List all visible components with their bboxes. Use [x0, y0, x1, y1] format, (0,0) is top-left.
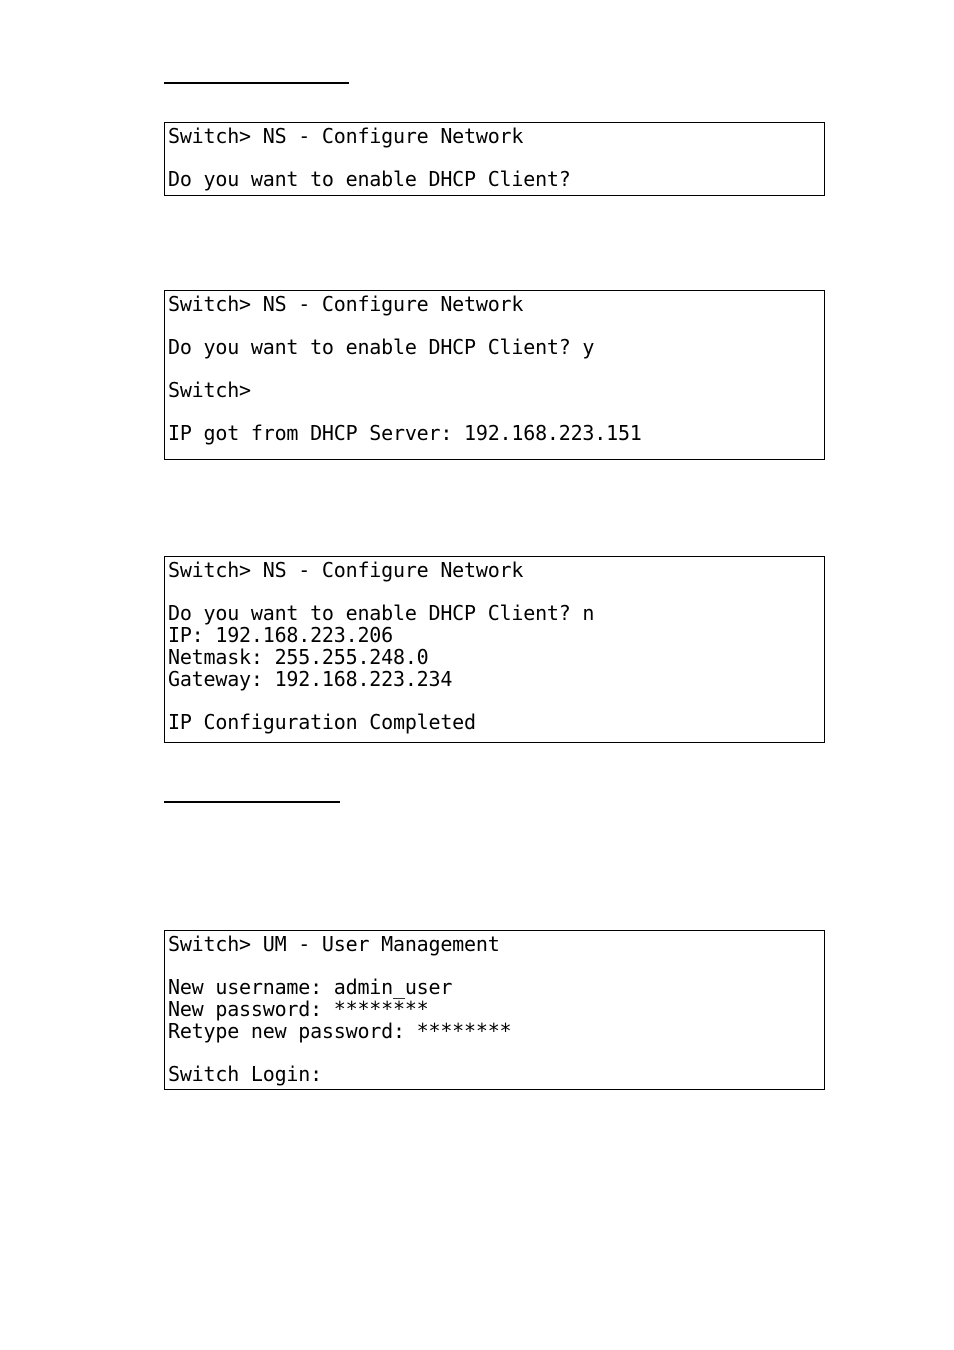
terminal-line-blank [168, 955, 824, 976]
terminal-line: Switch> [168, 378, 251, 402]
terminal-line: New password: ******** [168, 997, 429, 1021]
terminal-line: Netmask: 255.255.248.0 [168, 645, 429, 669]
terminal-line-blank [168, 401, 824, 422]
terminal-line: IP: 192.168.223.206 [168, 623, 393, 647]
section-underline-1 [164, 82, 349, 84]
terminal-line: Switch> NS - Configure Network [168, 124, 524, 148]
terminal-line: Do you want to enable DHCP Client? y [168, 335, 595, 359]
terminal-line-blank [168, 581, 824, 602]
terminal-dhcp-enabled [164, 290, 825, 460]
terminal-line: IP Configuration Completed [168, 710, 476, 734]
terminal-line: Do you want to enable DHCP Client? n [168, 601, 595, 625]
terminal-line-blank [168, 358, 824, 379]
terminal-line: Switch> UM - User Management [168, 932, 500, 956]
terminal-dhcp-prompt [164, 122, 825, 196]
terminal-line-blank [168, 147, 824, 168]
terminal-line-blank [168, 315, 824, 336]
terminal-line-blank [168, 690, 824, 711]
terminal-line: Switch Login: [168, 1062, 322, 1086]
terminal-line: IP got from DHCP Server: 192.168.223.151 [168, 421, 642, 445]
terminal-line: New username: admin_user [168, 975, 453, 999]
terminal-line: Gateway: 192.168.223.234 [168, 667, 453, 691]
terminal-user-management [164, 930, 825, 1090]
terminal-line-blank [168, 1042, 824, 1063]
terminal-static-ip [164, 556, 825, 743]
terminal-line: Switch> NS - Configure Network [168, 292, 524, 316]
terminal-line: Switch> NS - Configure Network [168, 558, 524, 582]
terminal-line: Do you want to enable DHCP Client? [168, 167, 571, 191]
terminal-line: Retype new password: ******** [168, 1019, 512, 1043]
section-underline-2 [164, 801, 340, 803]
